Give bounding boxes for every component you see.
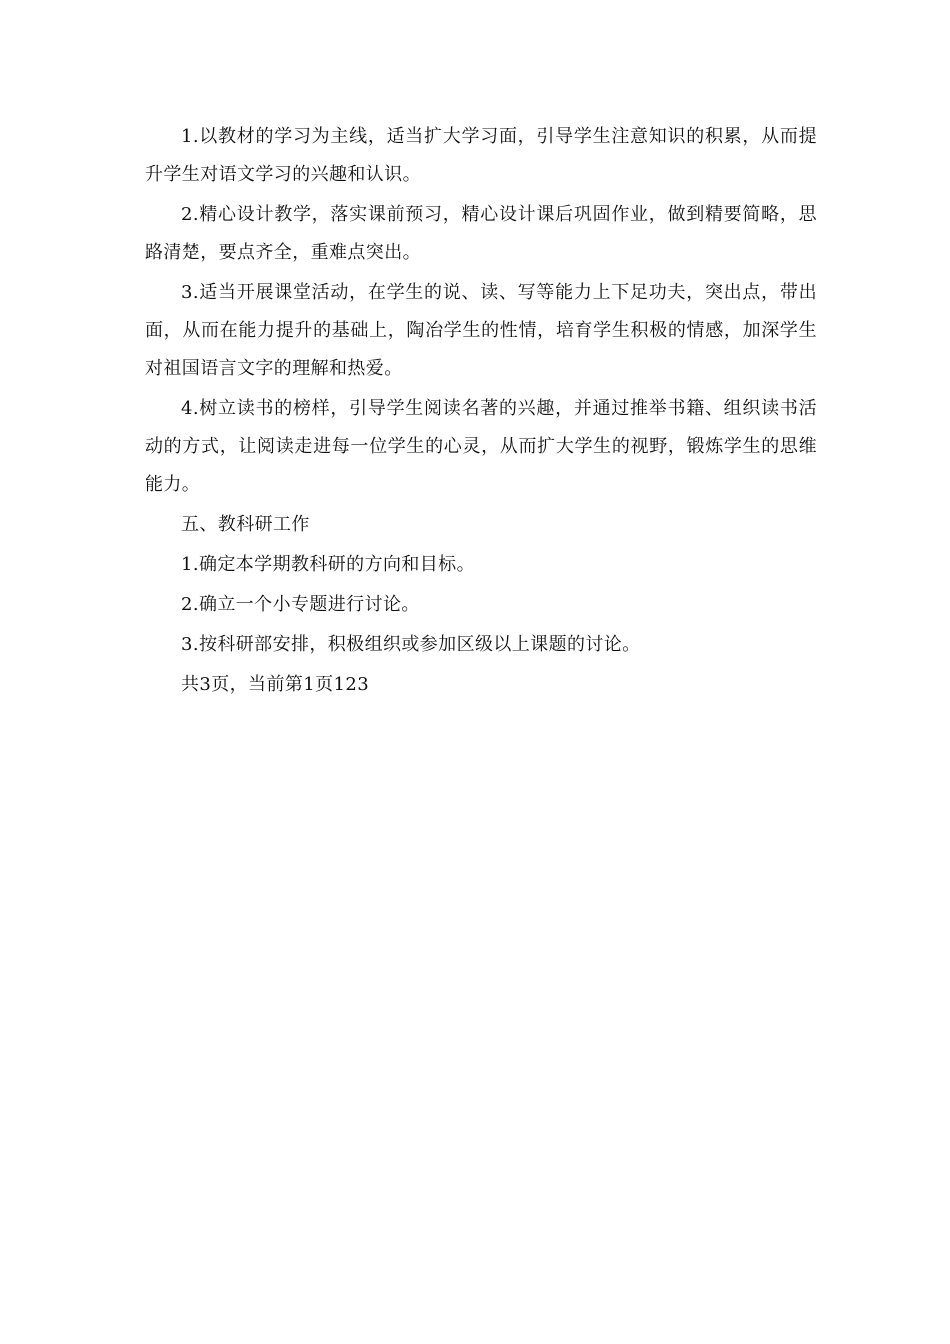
paragraph-research-point-1: 1.确定本学期教科研的方向和目标。 <box>181 554 475 575</box>
paragraph-teaching-point-3: 3.适当开展课堂活动，在学生的说、读、写等能力上下足功夫，突出点，带出面，从而在能力提升的基础上，陶冶学生的性情，培育学生积极的情感，加深学生对祖国语言文字的理解和热爱。 <box>145 282 817 379</box>
section-heading-research: 五、教科研工作 <box>181 514 310 535</box>
paragraph-teaching-point-2: 2.精心设计教学，落实课前预习，精心设计课后巩固作业，做到精要简略，思路清楚，要点齐全，重难点突出。 <box>145 204 817 263</box>
paragraph-research-point-2: 2.确立一个小专题进行讨论。 <box>181 594 420 615</box>
document-body <box>145 118 817 706</box>
paragraph-research-point-3: 3.按科研部安排，积极组织或参加区级以上课题的讨论。 <box>181 634 641 655</box>
paragraph-teaching-point-4: 4.树立读书的榜样，引导学生阅读名著的兴趣，并通过推举书籍、组织读书活动的方式，让阅读走进每一位学生的心灵，从而扩大学生的视野，锻炼学生的思维能力。 <box>145 398 817 495</box>
paragraph-teaching-point-1: 1.以教材的学习为主线，适当扩大学习面，引导学生注意知识的积累，从而提升学生对语文学习的兴趣和认识。 <box>145 126 817 185</box>
page-indicator: 共3页，当前第1页123 <box>181 674 370 695</box>
